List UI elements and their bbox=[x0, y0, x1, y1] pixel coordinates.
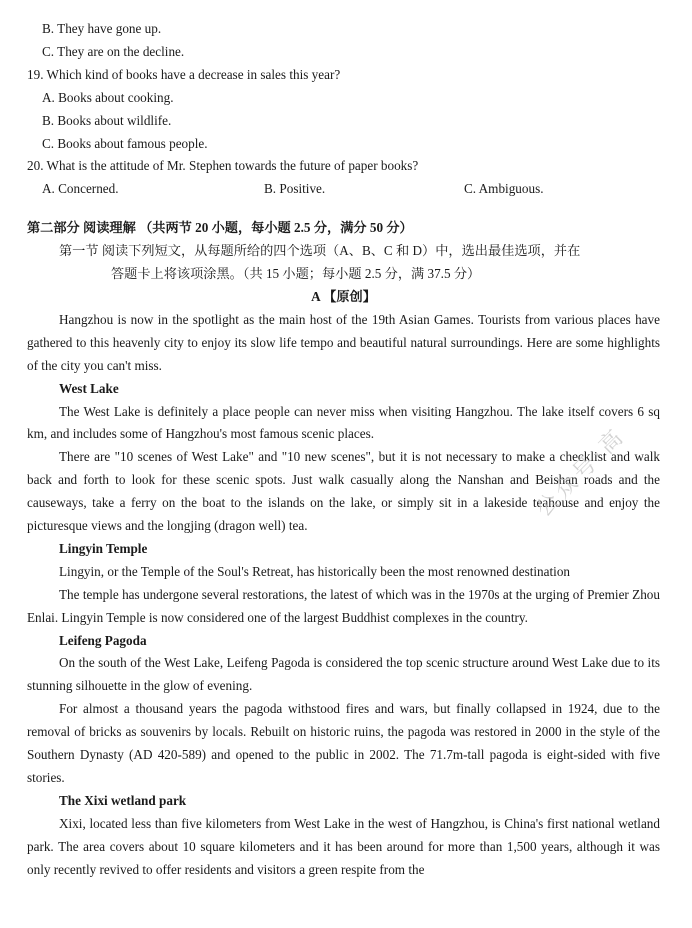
passage-title: A 【原创】 bbox=[311, 288, 376, 304]
paragraph-lingyin-2: The temple has undergone several restorations, the latest of which was in the 1970s at the urging of Premier Zhou Enlai. Lingyin Temple is now considered one of the largest Buddhist complexes in the country. bbox=[27, 586, 660, 625]
q19-option-c: C. Books about famous people. bbox=[42, 135, 208, 151]
section-heading-lingyin: Lingyin Temple bbox=[59, 540, 148, 556]
paragraph-west-lake-1: The West Lake is definitely a place people can never miss when visiting Hangzhou. The lake itself covers 6 sq km, and includes some of Hangzhou's most famous scenic places. bbox=[27, 403, 660, 442]
q20-option-c: C. Ambiguous. bbox=[464, 181, 544, 197]
q20-options bbox=[27, 178, 660, 201]
paragraph-xixi-1: Xixi, located less than five kilometers from West Lake in the west of Hangzhou, is China's first national wetland park. The area covers about 10 square kilometers and it has been around for more than 1,500 years, although it was only recently revived to offer residents and visitors a green respite from the bbox=[27, 815, 660, 877]
part2-instruction-line2: 答题卡上将该项涂黑。（共 15 小题；每小题 2.5 分，满 37.5 分） bbox=[111, 266, 481, 282]
section-heading-leifeng: Leifeng Pagoda bbox=[59, 632, 147, 648]
q18-option-b: B. They have gone up. bbox=[42, 21, 162, 36]
paragraph-leifeng-1: On the south of the West Lake, Leifeng Pagoda is considered the top scenic structure around West Lake due to its stunning silhouette in the glow of evening. bbox=[27, 655, 660, 694]
section-heading-west-lake: West Lake bbox=[59, 380, 119, 396]
q18-option-c: C. They are on the decline. bbox=[42, 43, 185, 59]
paragraph-lingyin-1: Lingyin, or the Temple of the Soul's Retreat, has historically been the most renowned destination bbox=[59, 563, 571, 579]
q19-question: 19. Which kind of books have a decrease in sales this year? bbox=[27, 66, 341, 82]
q20-option-a: A. Concerned. bbox=[42, 181, 119, 197]
q19-option-b: B. Books about wildlife. bbox=[42, 112, 172, 128]
q20-option-b: B. Positive. bbox=[264, 181, 326, 197]
section-heading-xixi: The Xixi wetland park bbox=[59, 792, 187, 808]
part2-instruction-line1: 第一节 阅读下列短文，从每题所给的四个选项（A、B、C 和 D）中，选出最佳选项，并在 bbox=[59, 243, 581, 259]
passage-intro: Hangzhou is now in the spotlight as the main host of the 19th Asian Games. Tourists from various places have gathered to this heavenly city to enjoy its slow life tempo and beautiful natural surroundings. Here are some highlights of the city you can't miss. bbox=[27, 311, 660, 373]
part2-title: 第二部分 阅读理解 （共两节 20 小题，每小题 2.5 分，满分 50 分） bbox=[27, 220, 413, 236]
q19-option-a: A. Books about cooking. bbox=[42, 89, 174, 105]
document-page bbox=[27, 18, 660, 882]
paragraph-leifeng-2: For almost a thousand years the pagoda withstood fires and wars, but finally collapsed in 1924, due to the removal of bricks as souvenirs by locals. Rebuilt on historic ruins, the pagoda was restored in 2000 in the style of the Southern Dynasty (AD 420-589) and opened to the public in 2002. The 71.7m-tall pagoda is eight-sided with five stories. bbox=[27, 701, 660, 785]
paragraph-west-lake-2: There are "10 scenes of West Lake" and "10 new scenes", but it is not necessary to make a checklist and walk back and forth to look for these scenic spots. Just walk casually along the Nanshan and Beishan roads and the causeways, take a ferry on the boat to the islands on the lake, or simply sit in a lakeside teahouse and enjoy the picturesque views and the longjing (dragon well) tea. bbox=[27, 449, 660, 534]
watermark: 公众号·高 bbox=[531, 423, 631, 523]
q20-question: 20. What is the attitude of Mr. Stephen towards the future of paper books? bbox=[27, 158, 419, 174]
